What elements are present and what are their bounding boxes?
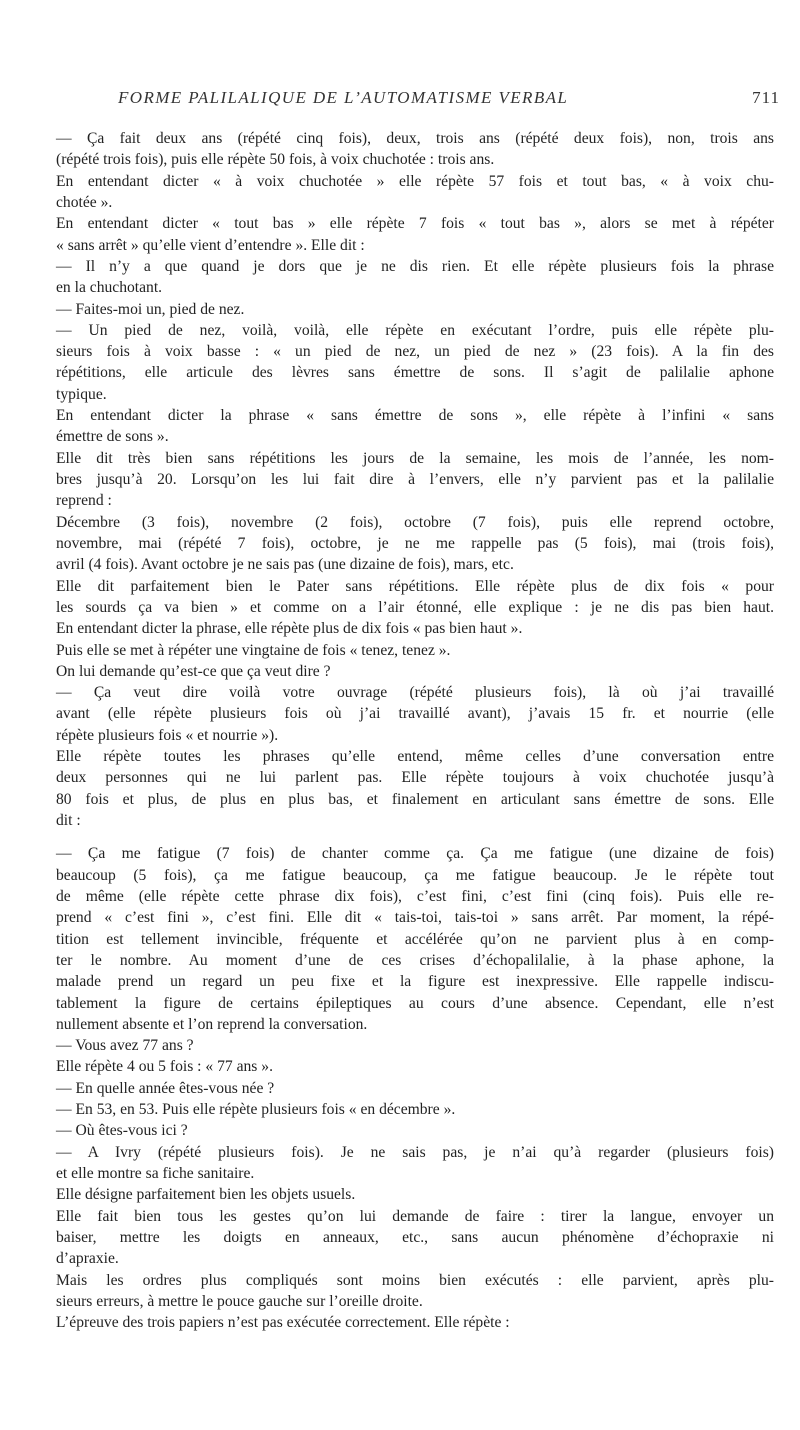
text-line: novembre, mai (répété 7 fois), octobre, je ne me rappelle pas (5 fois), mai (trois fois), (56, 534, 774, 552)
text-line: répète plusieurs fois « et nourrie »). (56, 726, 279, 744)
text-line: nullement absente et l’on reprend la conversation. (56, 1015, 368, 1033)
text-line: reprend : (56, 492, 112, 510)
text-line: — En 53, en 53. Puis elle répète plusieurs fois « en décembre ». (56, 1101, 456, 1119)
text-line: Mais les ordres plus compliqués sont moins bien exécutés : elle parvient, après plu- (56, 1271, 774, 1289)
text-line: — Faites-moi un, pied de nez. (56, 300, 245, 318)
text-line: Elle dit très bien sans répétitions les jours de la semaine, les mois de l’année, les nom- (56, 449, 774, 467)
text-line: répétitions, elle articule des lèvres sans émettre de sons. Il s’agit de palilalie aphone (56, 364, 774, 382)
text-line: En entendant dicter « tout bas » elle répète 7 fois « tout bas », alors se met à répéter (56, 215, 774, 233)
text-line: deux personnes qui ne lui parlent pas. Elle répète toujours à voix chuchotée jusqu’à (56, 769, 774, 787)
text-line: avril (4 fois). Avant octobre je ne sais pas (une dizaine de fois), mars, etc. (56, 556, 514, 574)
paragraph-gap (56, 831, 774, 843)
text-line: tablement la figure de certains épileptiques au cours d’une absence. Cependant, elle n’est (56, 994, 774, 1012)
text-line: malade prend un regard un peu fixe et la figure est inexpressive. Elle rappelle indiscu- (56, 973, 774, 991)
text-line: Elle désigne parfaitement bien les objets usuels. (56, 1186, 356, 1204)
text-line: — Il n’y a que quand je dors que je ne dis rien. Et elle répète plusieurs fois la phrase (56, 257, 774, 275)
text-line: L’épreuve des trois papiers n’est pas exécutée correctement. Elle répète : (56, 1314, 510, 1332)
text-line: d’apraxie. (56, 1250, 119, 1268)
body-text (56, 128, 774, 1334)
page-number: 711 (752, 88, 780, 107)
text-line: avant (elle répète plusieurs fois où j’ai travaillé avant), j’avais 15 fr. et nourrie (elle (56, 705, 774, 723)
text-line: de même (elle répète cette phrase dix fois), c’est fini, c’est fini (cinq fois). Puis elle re- (56, 887, 774, 905)
text-line: Elle répète toutes les phrases qu’elle entend, même celles d’une conversation entre (56, 748, 774, 766)
text-line: — Ça fait deux ans (répété cinq fois), deux, trois ans (répété deux fois), non, trois ans (56, 130, 774, 147)
text-line: beaucoup (5 fois), ça me fatigue beaucoup, ça me fatigue beaucoup. Je le répète tout (56, 866, 774, 884)
text-line: tition est tellement invincible, fréquente et accélérée qu’on ne parvient plus à en comp- (56, 930, 774, 948)
text-line: émettre de sons ». (56, 428, 169, 446)
text-line: 80 fois et plus, de plus en plus bas, et finalement en articulant sans émettre de sons. Elle (56, 790, 774, 808)
text-line: « sans arrêt » qu’elle vient d’entendre ». Elle dit : (56, 236, 365, 254)
text-line: chotée ». (56, 193, 113, 211)
text-line: Elle fait bien tous les gestes qu’on lui demande de faire : tirer la langue, envoyer un (56, 1207, 774, 1225)
text-line: sieurs fois à voix basse : « un pied de nez, un pied de nez » (23 fois). A la fin des (56, 343, 774, 361)
text-line: ter le nombre. Au moment d’une de ces crises d’échopalilalie, à la phase aphone, la (56, 951, 774, 969)
page-header (118, 88, 780, 112)
running-title: FORME PALILALIQUE DE L’AUTOMATISME VERBAL (118, 88, 569, 107)
text-line: En entendant dicter « à voix chuchotée » elle répète 57 fois et tout bas, « à voix chu- (56, 172, 774, 190)
text-line: — A Ivry (répété plusieurs fois). Je ne sais pas, je n’ai qu’à regarder (plusieurs fois) (56, 1143, 774, 1161)
text-line: On lui demande qu’est-ce que ça veut dire ? (56, 662, 331, 680)
text-line: les sourds ça va bien » et comme on a l’air étonné, elle explique : je ne dis pas bien haut. (56, 598, 774, 616)
text-line: En entendant dicter la phrase « sans émettre de sons », elle répète à l’infini « sans (56, 407, 774, 425)
text-line: — Vous avez 77 ans ? (56, 1037, 194, 1055)
text-line: — Où êtes-vous ici ? (56, 1122, 188, 1140)
text-line: typique. (56, 385, 107, 403)
text-line: baiser, mettre les doigts en anneaux, etc., sans aucun phénomène d’échopraxie ni (56, 1228, 774, 1246)
text-line: (répété trois fois), puis elle répète 50 fois, à voix chuchotée : trois ans. (56, 151, 495, 169)
text-line: Puis elle se met à répéter une vingtaine de fois « tenez, tenez ». (56, 641, 451, 659)
text-line: sieurs erreurs, à mettre le pouce gauche sur l’oreille droite. (56, 1292, 423, 1310)
text-line: Elle dit parfaitement bien le Pater sans répétitions. Elle répète plus de dix fois « pour (56, 577, 774, 595)
text-line: prend « c’est fini », c’est fini. Elle dit « tais-toi, tais-toi » sans arrêt. Par moment, la répé- (56, 909, 774, 927)
text-line: en la chuchotant. (56, 279, 163, 297)
text-line: — Ça veut dire voilà votre ouvrage (répété plusieurs fois), là où j’ai travaillé (56, 684, 774, 702)
text-line: dit : (56, 812, 81, 829)
text-line: — Ça me fatigue (7 fois) de chanter comme ça. Ça me fatigue (une dizaine de fois) (56, 845, 774, 863)
text-line: — En quelle année êtes-vous née ? (56, 1079, 275, 1097)
text-line: et elle montre sa fiche sanitaire. (56, 1165, 255, 1182)
text-line: bres jusqu’à 20. Lorsqu’on les lui fait dire à l’envers, elle n’y parvient pas et la palilalie (56, 471, 774, 488)
text-line: — Un pied de nez, voilà, voilà, elle répète en exécutant l’ordre, puis elle répète plu- (56, 321, 774, 339)
text-line: Décembre (3 fois), novembre (2 fois), octobre (7 fois), puis elle reprend octobre, (56, 513, 774, 531)
text-line: En entendant dicter la phrase, elle répète plus de dix fois « pas bien haut ». (56, 620, 523, 638)
text-line: Elle répète 4 ou 5 fois : « 77 ans ». (56, 1058, 273, 1076)
